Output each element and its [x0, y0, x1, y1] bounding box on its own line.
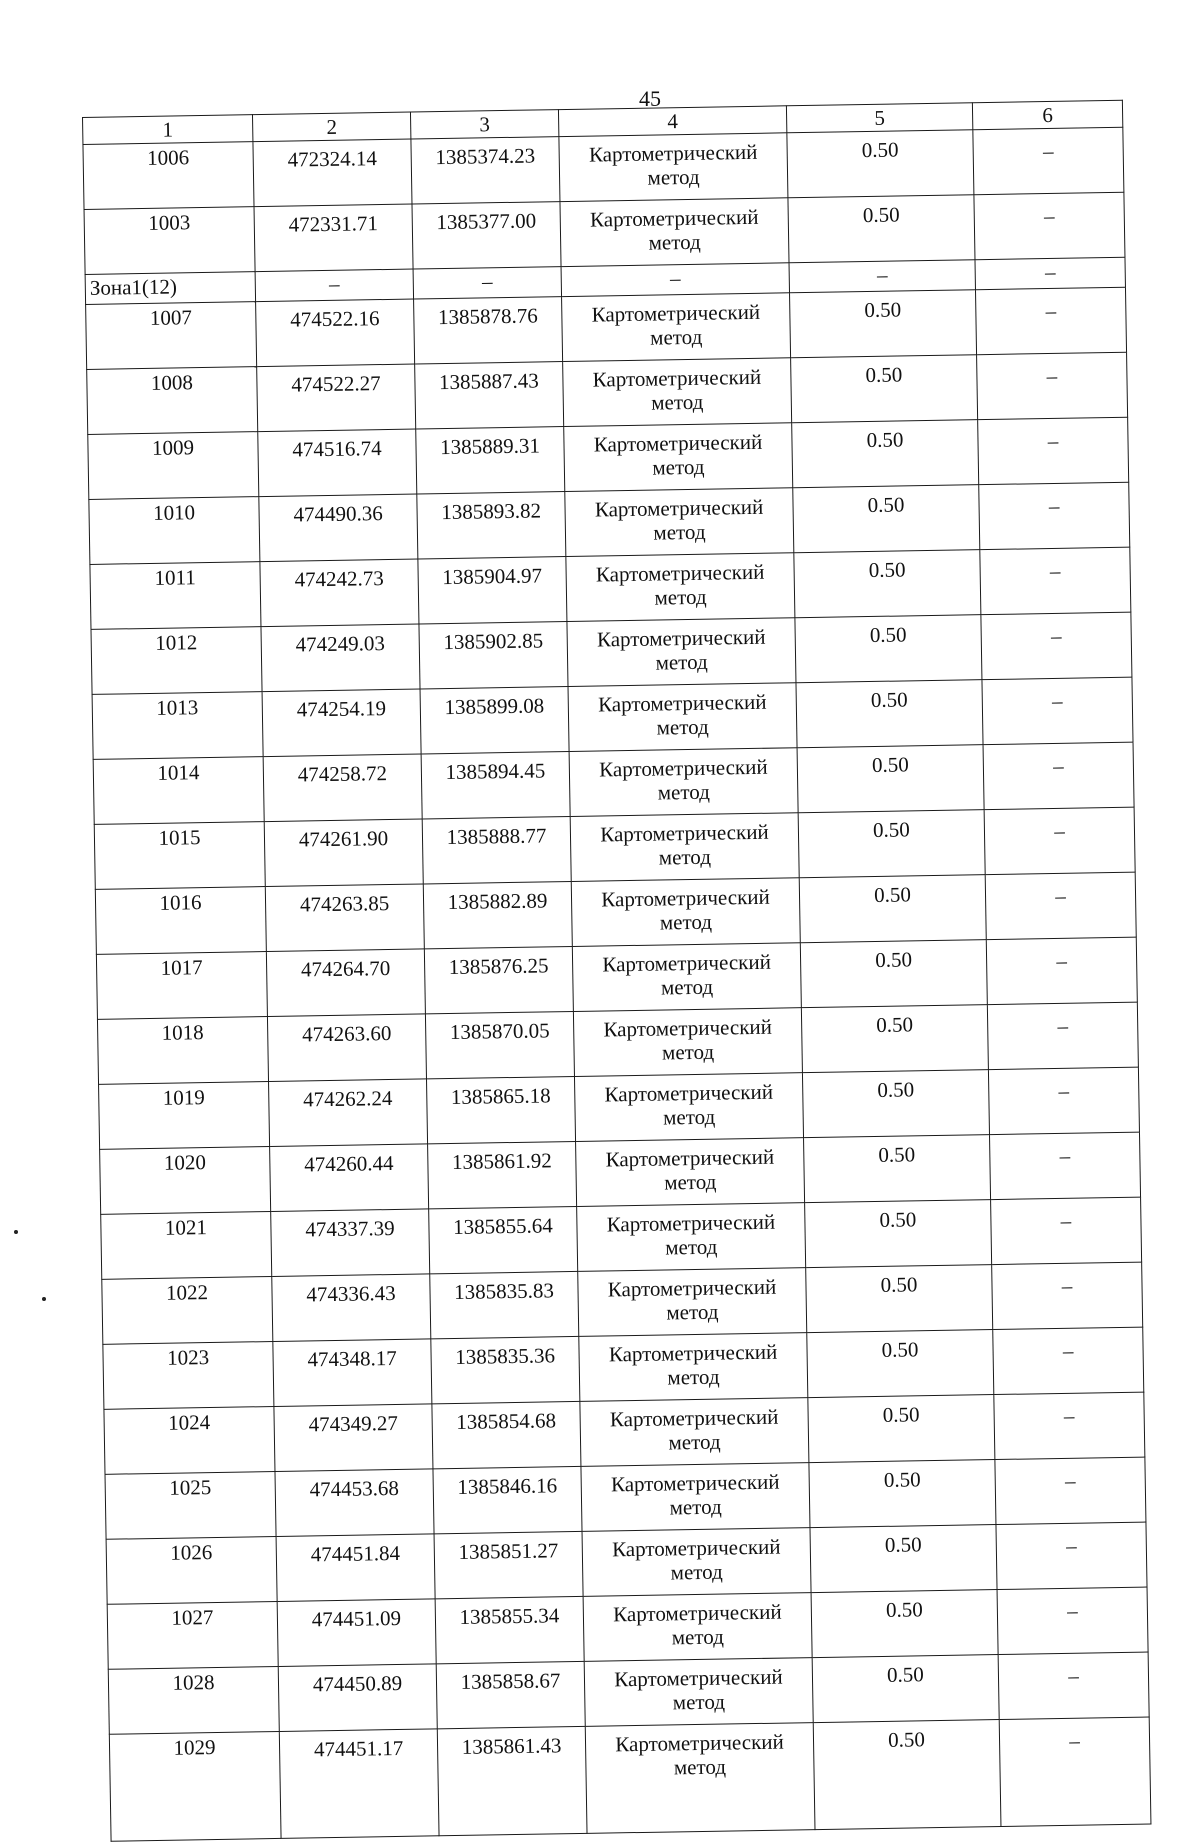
coordinate-table [82, 100, 1151, 1842]
x-coordinate-cell: 474263.60 [267, 1014, 426, 1082]
method-line-1: Картометрический [615, 1729, 784, 1757]
y-coordinate-cell: 1385835.36 [431, 1336, 580, 1403]
method-line-1: Картометрический [588, 139, 758, 167]
point-number-cell: 1017 [96, 952, 267, 1020]
method-line-2: метод [648, 229, 701, 255]
accuracy-cell: 0.50 [810, 1525, 997, 1593]
method-line-2: метод [662, 1104, 716, 1130]
x-coordinate-cell: 472324.14 [253, 139, 412, 207]
x-coordinate-cell: 474453.68 [275, 1469, 434, 1537]
accuracy-cell: 0.50 [799, 875, 986, 943]
point-number-cell: 1007 [86, 302, 257, 370]
column-header: 1 [83, 115, 253, 145]
method-line-1: Картометрический [608, 1339, 778, 1367]
method-cell [564, 423, 793, 492]
y-coordinate-cell: 1385904.97 [418, 557, 567, 624]
accuracy-cell: 0.50 [807, 1330, 994, 1398]
note-cell: – [977, 352, 1128, 419]
method-cell [582, 1528, 811, 1597]
point-number-cell: 1019 [99, 1082, 270, 1150]
method-cell [573, 1008, 802, 1077]
accuracy-cell: 0.50 [802, 1070, 989, 1138]
y-coordinate-cell: 1385835.83 [430, 1271, 579, 1338]
accuracy-cell: 0.50 [808, 1395, 995, 1463]
method-cell [565, 488, 794, 557]
point-number-cell: 1026 [106, 1536, 277, 1604]
x-coordinate-cell: 474451.84 [276, 1534, 435, 1602]
note-cell: – [981, 612, 1132, 679]
method-line-1: Картометрический [596, 624, 766, 652]
method-cell [576, 1138, 805, 1207]
accuracy-cell: 0.50 [812, 1655, 999, 1723]
column-header: 2 [252, 112, 410, 142]
x-coordinate-cell: 474451.17 [279, 1729, 439, 1839]
accuracy-cell: 0.50 [800, 940, 987, 1008]
note-cell: – [992, 1262, 1143, 1329]
x-coordinate-cell: 474522.16 [256, 299, 415, 367]
x-coordinate-cell: – [255, 269, 413, 302]
y-coordinate-cell: 1385878.76 [414, 297, 563, 364]
point-number-cell: 1029 [109, 1731, 281, 1841]
accuracy-cell: 0.50 [813, 1720, 1001, 1830]
x-coordinate-cell: 474451.09 [277, 1599, 436, 1667]
method-line-1: Картометрический [598, 754, 768, 782]
point-number-cell: 1020 [100, 1147, 271, 1215]
point-number-cell: 1015 [94, 822, 265, 890]
column-header: 6 [972, 100, 1122, 129]
accuracy-cell: 0.50 [794, 550, 981, 618]
method-line-1: Картометрический [614, 1664, 783, 1692]
method-line-2: метод [654, 584, 707, 610]
point-number-cell: 1018 [97, 1017, 268, 1085]
note-cell: – [978, 417, 1129, 484]
x-coordinate-cell: 474450.89 [278, 1664, 437, 1732]
method-line-2: метод [658, 844, 712, 870]
y-coordinate-cell: 1385377.00 [412, 202, 561, 269]
accuracy-cell: 0.50 [796, 680, 983, 748]
method-cell: – [561, 263, 789, 297]
note-cell: – [988, 1067, 1139, 1134]
method-line-2: метод [671, 1624, 725, 1650]
accuracy-cell: – [789, 260, 975, 293]
note-cell: – [980, 547, 1131, 614]
x-coordinate-cell: 474516.74 [258, 429, 417, 497]
note-cell: – [982, 677, 1133, 744]
y-coordinate-cell: 1385899.08 [420, 687, 569, 754]
x-coordinate-cell: 474337.39 [271, 1209, 430, 1277]
method-cell [577, 1203, 806, 1272]
method-cell [583, 1593, 812, 1662]
method-line-2: метод [668, 1429, 721, 1455]
point-number-cell: 1016 [95, 887, 266, 955]
method-cell [559, 133, 788, 202]
y-coordinate-cell: 1385861.92 [428, 1141, 577, 1208]
coordinate-table-sheet [82, 100, 1150, 1842]
method-cell [579, 1333, 808, 1402]
x-coordinate-cell: 474242.73 [260, 559, 419, 627]
method-cell [567, 618, 796, 687]
y-coordinate-cell: 1385846.16 [433, 1466, 582, 1533]
note-cell: – [975, 257, 1125, 289]
y-coordinate-cell: 1385855.34 [435, 1596, 584, 1663]
y-coordinate-cell: 1385374.23 [411, 137, 560, 204]
y-coordinate-cell: 1385876.25 [424, 946, 573, 1013]
note-cell: – [973, 127, 1124, 194]
note-cell: – [983, 742, 1134, 809]
x-coordinate-cell: 474260.44 [270, 1144, 429, 1212]
y-coordinate-cell: 1385851.27 [434, 1531, 583, 1598]
method-line-2: метод [665, 1234, 718, 1260]
accuracy-cell: 0.50 [791, 355, 978, 423]
x-coordinate-cell: 474490.36 [259, 494, 418, 562]
x-coordinate-cell: 474349.27 [274, 1404, 433, 1472]
y-coordinate-cell: 1385902.85 [419, 622, 568, 689]
accuracy-cell: 0.50 [787, 130, 974, 198]
accuracy-cell: 0.50 [811, 1590, 998, 1658]
note-cell: – [996, 1522, 1147, 1589]
y-coordinate-cell: 1385858.67 [436, 1661, 585, 1728]
method-cell [571, 878, 800, 947]
x-coordinate-cell: 474522.27 [257, 364, 416, 432]
point-number-cell: 1009 [88, 432, 259, 500]
method-line-1: Картометрический [597, 689, 767, 717]
y-coordinate-cell: 1385894.45 [421, 752, 570, 819]
method-line-2: метод [651, 389, 704, 415]
method-line-2: метод [653, 519, 706, 545]
y-coordinate-cell: 1385889.31 [416, 427, 565, 494]
accuracy-cell: 0.50 [790, 290, 977, 358]
point-number-cell: 1022 [102, 1277, 273, 1345]
y-coordinate-cell: 1385893.82 [417, 492, 566, 559]
accuracy-cell: 0.50 [788, 195, 975, 263]
column-header: 4 [558, 106, 786, 137]
accuracy-cell: 0.50 [797, 745, 984, 813]
method-line-2: метод [670, 1559, 723, 1585]
method-cell [578, 1268, 807, 1337]
method-line-1: Картометрический [610, 1469, 780, 1497]
note-cell: – [999, 1717, 1151, 1826]
x-coordinate-cell: 474258.72 [263, 754, 422, 822]
point-number-cell: 1011 [90, 562, 261, 630]
y-coordinate-cell: 1385882.89 [423, 881, 572, 948]
accuracy-cell: 0.50 [805, 1200, 992, 1268]
method-line-2: метод [669, 1494, 722, 1520]
accuracy-cell: 0.50 [809, 1460, 996, 1528]
table-row [109, 1717, 1151, 1841]
method-line-2: метод [660, 974, 714, 1000]
method-line-1: Картометрический [593, 429, 763, 457]
accuracy-cell: 0.50 [801, 1005, 988, 1073]
note-cell: – [989, 1132, 1140, 1199]
method-line-2: метод [652, 454, 705, 480]
y-coordinate-cell: 1385870.05 [425, 1011, 574, 1078]
column-header: 5 [786, 103, 972, 133]
point-number-cell: 1027 [107, 1601, 278, 1669]
note-cell: – [984, 807, 1135, 874]
method-line-1: Картометрический [595, 559, 765, 587]
scan-speck [42, 1297, 46, 1301]
method-line-1: Картометрический [591, 299, 761, 327]
y-coordinate-cell: 1385887.43 [415, 362, 564, 429]
method-cell [568, 683, 797, 752]
method-cell [581, 1463, 810, 1532]
scan-speck [14, 1230, 18, 1234]
point-number-cell: 1014 [93, 757, 264, 825]
y-coordinate-cell: 1385854.68 [432, 1401, 581, 1468]
accuracy-cell: 0.50 [795, 615, 982, 683]
method-cell [574, 1073, 803, 1142]
y-coordinate-cell: 1385865.18 [426, 1076, 575, 1143]
method-line-1: Картометрический [606, 1209, 776, 1237]
method-cell [580, 1398, 809, 1467]
method-line-2: метод [672, 1689, 726, 1715]
point-number-cell: 1024 [104, 1406, 275, 1474]
method-cell [566, 553, 795, 622]
method-cell [562, 293, 791, 362]
accuracy-cell: 0.50 [798, 810, 985, 878]
page-number: 45 [639, 86, 661, 111]
point-number-cell: 1021 [101, 1212, 272, 1280]
point-number-cell: 1012 [91, 627, 262, 695]
x-coordinate-cell: 474348.17 [273, 1339, 432, 1407]
method-line-2: метод [667, 1364, 720, 1390]
y-coordinate-cell: – [413, 267, 561, 299]
method-cell [570, 813, 799, 882]
point-number-cell: 1006 [83, 142, 254, 210]
accuracy-cell: 0.50 [804, 1135, 991, 1203]
x-coordinate-cell: 474336.43 [272, 1274, 431, 1342]
method-line-2: метод [673, 1754, 727, 1780]
note-cell: – [995, 1457, 1146, 1524]
zone-label-cell: Зона1(12) [85, 272, 255, 305]
method-line-1: Картометрический [602, 949, 772, 977]
note-cell: – [986, 937, 1137, 1004]
method-line-2: метод [656, 714, 709, 740]
method-line-1: Картометрический [601, 884, 770, 912]
method-cell [584, 1658, 813, 1727]
method-line-2: метод [666, 1299, 719, 1325]
note-cell: – [975, 287, 1126, 354]
method-line-2: метод [663, 1169, 717, 1195]
point-number-cell: 1025 [105, 1471, 276, 1539]
y-coordinate-cell: 1385861.43 [437, 1726, 587, 1835]
x-coordinate-cell: 474249.03 [261, 624, 420, 692]
method-line-2: метод [659, 909, 713, 935]
y-coordinate-cell: 1385888.77 [422, 817, 571, 884]
x-coordinate-cell: 474264.70 [266, 949, 425, 1017]
x-coordinate-cell: 474263.85 [265, 884, 424, 952]
accuracy-cell: 0.50 [792, 420, 979, 488]
method-line-1: Картометрический [600, 819, 769, 847]
method-line-1: Картометрический [592, 364, 762, 392]
column-header: 3 [410, 110, 558, 139]
x-coordinate-cell: 474262.24 [269, 1079, 428, 1147]
method-line-2: метод [657, 779, 711, 805]
method-line-1: Картометрический [609, 1404, 779, 1432]
note-cell: – [997, 1587, 1148, 1654]
x-coordinate-cell: 472331.71 [254, 204, 413, 272]
point-number-cell: 1003 [84, 207, 255, 275]
accuracy-cell: 0.50 [806, 1265, 993, 1333]
method-line-1: Картометрический [607, 1274, 777, 1302]
point-number-cell: 1010 [89, 497, 260, 565]
method-cell [560, 198, 789, 267]
method-cell [569, 748, 798, 817]
method-line-2: метод [661, 1039, 715, 1065]
point-number-cell: 1008 [87, 367, 258, 435]
x-coordinate-cell: 474261.90 [264, 819, 423, 887]
table-body [83, 100, 1151, 1841]
note-cell: – [974, 192, 1125, 259]
y-coordinate-cell: 1385855.64 [429, 1206, 578, 1273]
method-cell [563, 358, 792, 427]
note-cell: – [987, 1002, 1138, 1069]
method-line-1: Картометрический [612, 1599, 782, 1627]
method-line-1: Картометрический [603, 1014, 773, 1042]
point-number-cell: 1013 [92, 692, 263, 760]
note-cell: – [979, 482, 1130, 549]
method-line-1: Картометрический [594, 494, 764, 522]
accuracy-cell: 0.50 [793, 485, 980, 553]
point-number-cell: 1028 [108, 1666, 279, 1734]
note-cell: – [985, 872, 1136, 939]
note-cell: – [993, 1327, 1144, 1394]
method-line-1: Картометрический [611, 1534, 781, 1562]
method-line-2: метод [649, 324, 703, 350]
method-line-1: Картометрический [589, 204, 759, 232]
x-coordinate-cell: 474254.19 [262, 689, 421, 757]
method-line-1: Картометрический [604, 1079, 774, 1107]
method-cell [585, 1723, 815, 1834]
method-line-2: метод [655, 649, 708, 675]
note-cell: – [998, 1652, 1149, 1719]
point-number-cell: 1023 [103, 1342, 274, 1410]
method-line-2: метод [647, 164, 700, 190]
note-cell: – [994, 1392, 1145, 1459]
note-cell: – [991, 1197, 1142, 1264]
method-cell [572, 943, 801, 1012]
method-line-1: Картометрический [605, 1144, 775, 1172]
